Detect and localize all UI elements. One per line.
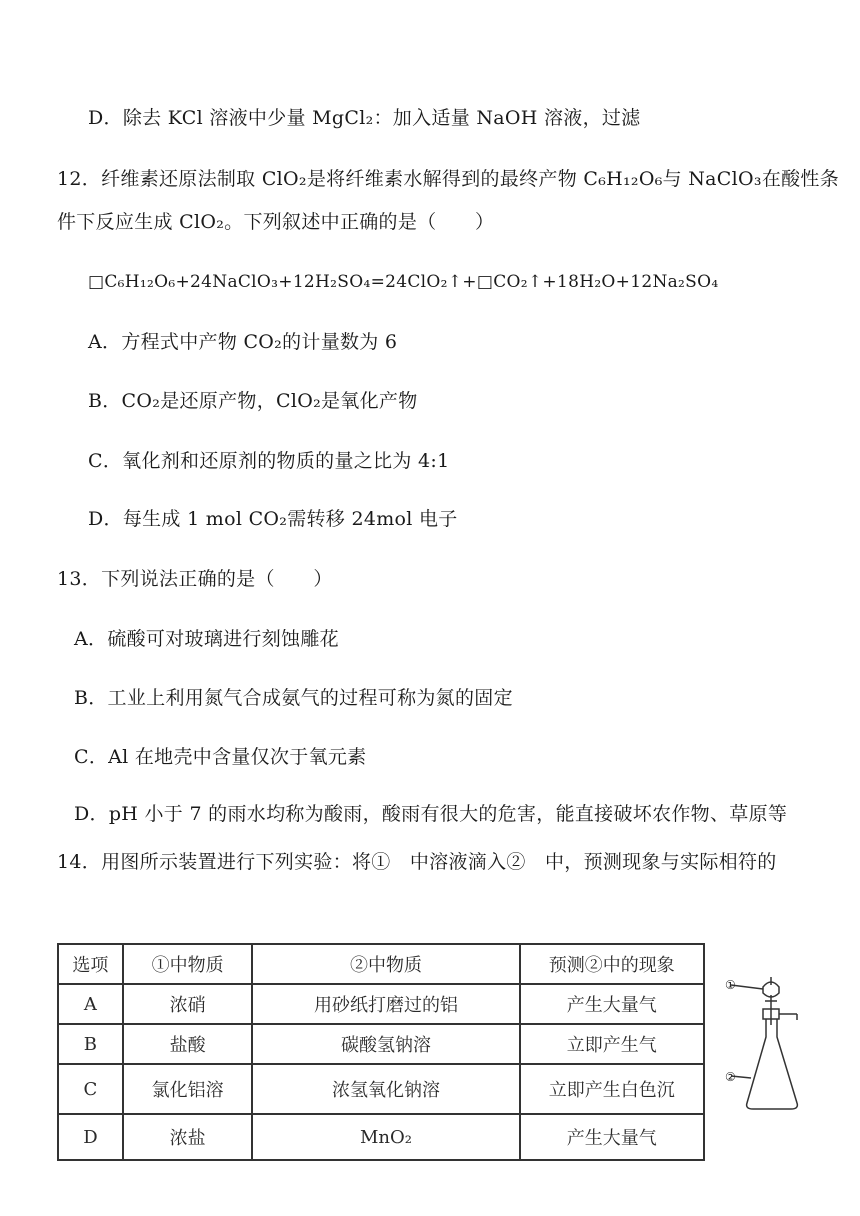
q13-option-d: D．pH 小于 7 的雨水均称为酸雨，酸雨有很大的危害，能直接破坏农作物、草原等 — [74, 803, 788, 825]
table-cell: D — [58, 1114, 123, 1160]
q12-option-b: B．CO₂是还原产物，ClO₂是氧化产物 — [88, 390, 418, 412]
header-option: 选项 — [58, 944, 123, 984]
table-cell: 产生大量气 — [520, 1114, 704, 1160]
experiment-table — [57, 943, 705, 1161]
q12-stem-line1: 12．纤维素还原法制取 ClO₂是将纤维素水解得到的最终产物 C₆H₁₂O₆与 NaClO₃在酸性条 — [57, 168, 840, 190]
table-cell: C — [58, 1064, 123, 1114]
apparatus-label-2: ② — [725, 1070, 736, 1084]
table-row — [58, 1024, 704, 1064]
table-cell: 立即产生气 — [520, 1024, 704, 1064]
table-cell: A — [58, 984, 123, 1024]
table-cell: 浓氢氧化钠溶 — [252, 1064, 519, 1114]
table-row — [58, 984, 704, 1024]
table-cell: 产生大量气 — [520, 984, 704, 1024]
q12-stem-line2: 件下反应生成 ClO₂。下列叙述中正确的是（ ） — [57, 211, 495, 233]
q13-option-a: A．硫酸可对玻璃进行刻蚀雕花 — [74, 628, 339, 650]
q12-option-a: A．方程式中产物 CO₂的计量数为 6 — [88, 331, 398, 353]
flask-apparatus-diagram — [725, 975, 815, 1115]
table-cell: B — [58, 1024, 123, 1064]
q11-option-d: D．除去 KCl 溶液中少量 MgCl₂：加入适量 NaOH 溶液，过滤 — [88, 107, 641, 129]
table-cell: 浓盐 — [123, 1114, 253, 1160]
table-cell: 碳酸氢钠溶 — [252, 1024, 519, 1064]
header-substance-2: ②中物质 — [252, 944, 519, 984]
q12-equation: □C₆H₁₂O₆+24NaClO₃+12H₂SO₄=24ClO₂↑+□CO₂↑+18H₂O+12Na₂SO₄ — [88, 272, 719, 292]
q12-option-d: D．每生成 1 mol CO₂需转移 24mol 电子 — [88, 508, 458, 530]
table-cell: 立即产生白色沉 — [520, 1064, 704, 1114]
table-header-row — [58, 944, 704, 984]
header-substance-1: ①中物质 — [123, 944, 253, 984]
header-prediction: 预测②中的现象 — [520, 944, 704, 984]
table-cell: 氯化铝溶 — [123, 1064, 253, 1114]
q13-option-c: C．Al 在地壳中含量仅次于氧元素 — [74, 746, 367, 768]
table-cell: 用砂纸打磨过的铝 — [252, 984, 519, 1024]
table-row — [58, 1064, 704, 1114]
q13-stem: 13．下列说法正确的是（ ） — [57, 568, 333, 590]
apparatus-label-1: ① — [725, 978, 736, 992]
q14-stem: 14．用图所示装置进行下列实验：将① 中溶液滴入② 中，预测现象与实际相符的 — [57, 851, 777, 873]
q13-option-b: B．工业上利用氮气合成氨气的过程可称为氮的固定 — [74, 687, 513, 709]
q12-option-c: C．氧化剂和还原剂的物质的量之比为 4:1 — [88, 450, 450, 472]
table-cell: MnO₂ — [252, 1114, 519, 1160]
table-cell: 浓硝 — [123, 984, 253, 1024]
table-row — [58, 1114, 704, 1160]
table-cell: 盐酸 — [123, 1024, 253, 1064]
